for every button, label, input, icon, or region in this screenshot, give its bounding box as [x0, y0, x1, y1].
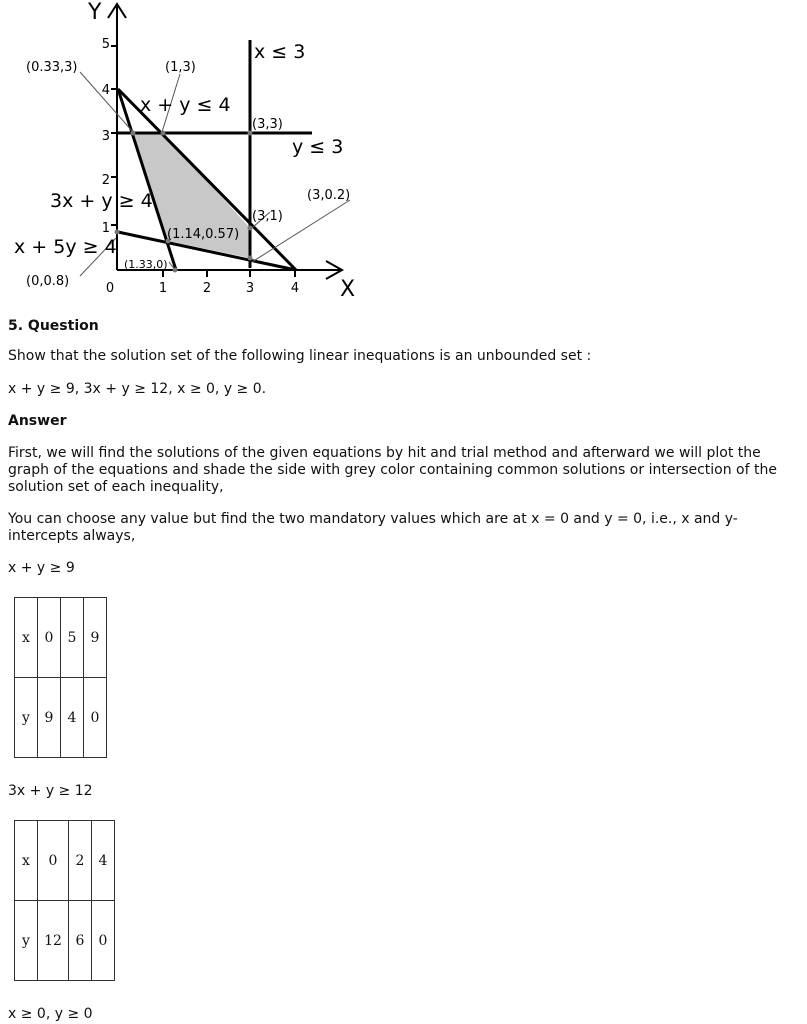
point-label-3-1: (3,1) [252, 209, 283, 224]
inequality-3-heading: x ≥ 0, y ≥ 0 [8, 1006, 93, 1022]
inequality-graph [0, 0, 807, 310]
label-y-le-3: y ≤ 3 [292, 136, 344, 158]
question-text: Show that the solution set of the following linear inequations is an unbounded set : [8, 348, 592, 364]
x-tick-1: 1 [158, 281, 168, 296]
point-label-1-3: (1,3) [165, 60, 196, 75]
table-cell: 4 [61, 678, 84, 758]
y-tick-5: 5 [101, 37, 110, 52]
table-cell: 9 [84, 598, 107, 678]
point-label-0-33-3: (0.33,3) [26, 60, 78, 75]
answer-heading: Answer [8, 413, 67, 429]
table-cell: 0 [84, 678, 107, 758]
question-inequations: x + y ≥ 9, 3x + y ≥ 12, x ≥ 0, y ≥ 0. [8, 381, 267, 397]
table-cell: y [15, 678, 38, 758]
table-cell: x [15, 821, 38, 901]
answer-paragraph-1: First, we will find the solutions of the given equations by hit and trial method and afterward we will plot the graph of the equations and shade the side with grey color containing common solutions or intersection of the solution set of each inequality, [8, 445, 777, 495]
table-cell: 0 [38, 598, 61, 678]
x-tick-3: 3 [245, 281, 255, 296]
x-tick-0: 0 [105, 281, 115, 296]
label-x-plus-y-le-4: x + y ≤ 4 [140, 94, 231, 116]
answer-paragraph-2: You can choose any value but find the two mandatory values which are at x = 0 and y = 0, i.e., x and y-intercepts always, [8, 511, 738, 544]
point-label-3-0-2: (3,0.2) [307, 188, 351, 203]
inequality-2-heading: 3x + y ≥ 12 [8, 783, 93, 799]
table-row [15, 821, 115, 901]
table-cell: 6 [69, 901, 92, 981]
table-row [15, 901, 115, 981]
table-cell: 5 [61, 598, 84, 678]
values-table-1 [14, 597, 107, 758]
point-label-0-0-8: (0,0.8) [26, 274, 70, 289]
x-axis-label: X [340, 277, 356, 302]
table-cell: x [15, 598, 38, 678]
x-tick-marks [163, 270, 295, 277]
x-tick-2: 2 [202, 281, 212, 296]
label-3x-plus-y-ge-4: 3x + y ≥ 4 [50, 190, 153, 212]
label-x-le-3: x ≤ 3 [254, 41, 306, 63]
y-tick-1: 1 [101, 221, 110, 236]
table-cell: 0 [38, 821, 69, 901]
point-label-3-3: (3,3) [252, 117, 283, 132]
point-label-1-33-0: (1.33,0) [124, 258, 168, 271]
y-tick-2: 2 [101, 173, 110, 188]
table-row [15, 598, 107, 678]
x-tick-labels [106, 281, 299, 296]
table-cell: 9 [38, 678, 61, 758]
values-table-2 [14, 820, 115, 981]
point-label-1-14-0-57: (1.14,0.57) [167, 227, 240, 242]
y-tick-4: 4 [101, 83, 110, 98]
inequality-1-heading: x + y ≥ 9 [8, 560, 75, 576]
question-heading: 5. Question [8, 318, 99, 334]
label-x-plus-5y-ge-4: x + 5y ≥ 4 [14, 236, 117, 258]
table-row [15, 678, 107, 758]
table-cell: 2 [69, 821, 92, 901]
y-tick-3: 3 [101, 129, 110, 144]
table-cell: 0 [92, 901, 115, 981]
table-cell: 4 [92, 821, 115, 901]
table-cell: y [15, 901, 38, 981]
x-tick-4: 4 [290, 281, 300, 296]
y-axis-label: Y [88, 0, 102, 25]
table-cell: 12 [38, 901, 69, 981]
